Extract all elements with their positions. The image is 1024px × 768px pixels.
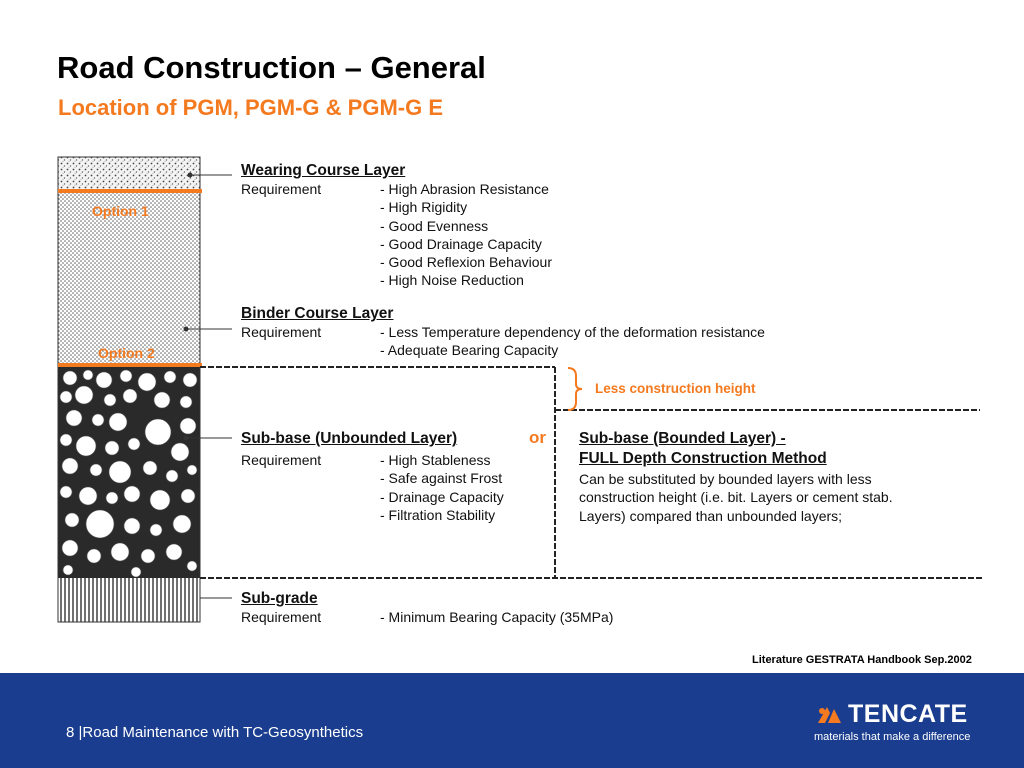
description-line: construction height (i.e. bit. Layers or cement stab. — [579, 489, 893, 506]
full-depth-method-title: FULL Depth Construction Method — [579, 450, 827, 467]
tencate-tagline: materials that make a difference — [814, 731, 971, 743]
description-line: Layers) compared than unbounded layers; — [579, 507, 843, 524]
tencate-logo — [814, 700, 984, 745]
subbase-bounded-title: Sub-base (Bounded Layer) - — [579, 430, 786, 447]
wearing-requirements-list — [380, 180, 552, 290]
subgrade-requirements-list — [380, 608, 613, 626]
slide-subtitle: Location of PGM, PGM-G & PGM-G E — [58, 95, 443, 120]
subbase-requirement-label: Requirement — [241, 452, 322, 468]
subbase-unbounded-title: Sub-base (Unbounded Layer) — [241, 430, 458, 447]
slide-title: Road Construction – General — [57, 50, 486, 85]
binder-requirement-label: Requirement — [241, 324, 322, 340]
wearing-course-title: Wearing Course Layer — [241, 162, 406, 179]
binder-requirements-list — [380, 323, 765, 360]
option2-label: Option 2 — [98, 345, 155, 361]
wearing-course-fill — [58, 157, 200, 191]
list-item: - High Rigidity — [380, 199, 468, 216]
subgrade-fill — [58, 578, 200, 622]
list-item: - Filtration Stability — [380, 506, 496, 523]
list-item: - Good Drainage Capacity — [380, 235, 542, 252]
list-item: - High Abrasion Resistance — [380, 181, 549, 197]
list-item: - Good Evenness — [380, 217, 489, 234]
tencate-wordmark: TENCATE — [848, 700, 968, 728]
tencate-mark-icon — [814, 703, 844, 729]
list-item: - Less Temperature dependency of the deformation resistance — [380, 324, 765, 340]
binder-course-title: Binder Course Layer — [241, 305, 394, 322]
description-line: Can be substituted by bounded layers with less — [579, 471, 872, 487]
list-item: - High Noise Reduction — [380, 272, 524, 289]
list-item: - Adequate Bearing Capacity — [380, 342, 559, 359]
height-bracket — [568, 368, 582, 410]
subgrade-requirement-label: Requirement — [241, 609, 322, 625]
subgrade-title: Sub-grade — [241, 590, 318, 607]
list-item: - High Stableness — [380, 452, 491, 468]
less-construction-height-label: Less construction height — [595, 381, 756, 396]
literature-reference: Literature GESTRATA Handbook Sep.2002 — [752, 654, 972, 666]
list-item: - Drainage Capacity — [380, 488, 504, 505]
list-item: - Good Reflexion Behaviour — [380, 254, 552, 271]
or-label: or — [529, 428, 546, 447]
option1-label: Option 1 — [92, 203, 149, 219]
wearing-requirement-label: Requirement — [241, 181, 322, 197]
list-item: - Safe against Frost — [380, 470, 503, 487]
subbase-bounded-description — [579, 470, 893, 525]
subbase-requirements-list — [380, 451, 504, 524]
list-item: - Minimum Bearing Capacity (35MPa) — [380, 609, 614, 625]
footer-slide-number-title: 8 |Road Maintenance with TC-Geosynthetics — [66, 724, 364, 741]
